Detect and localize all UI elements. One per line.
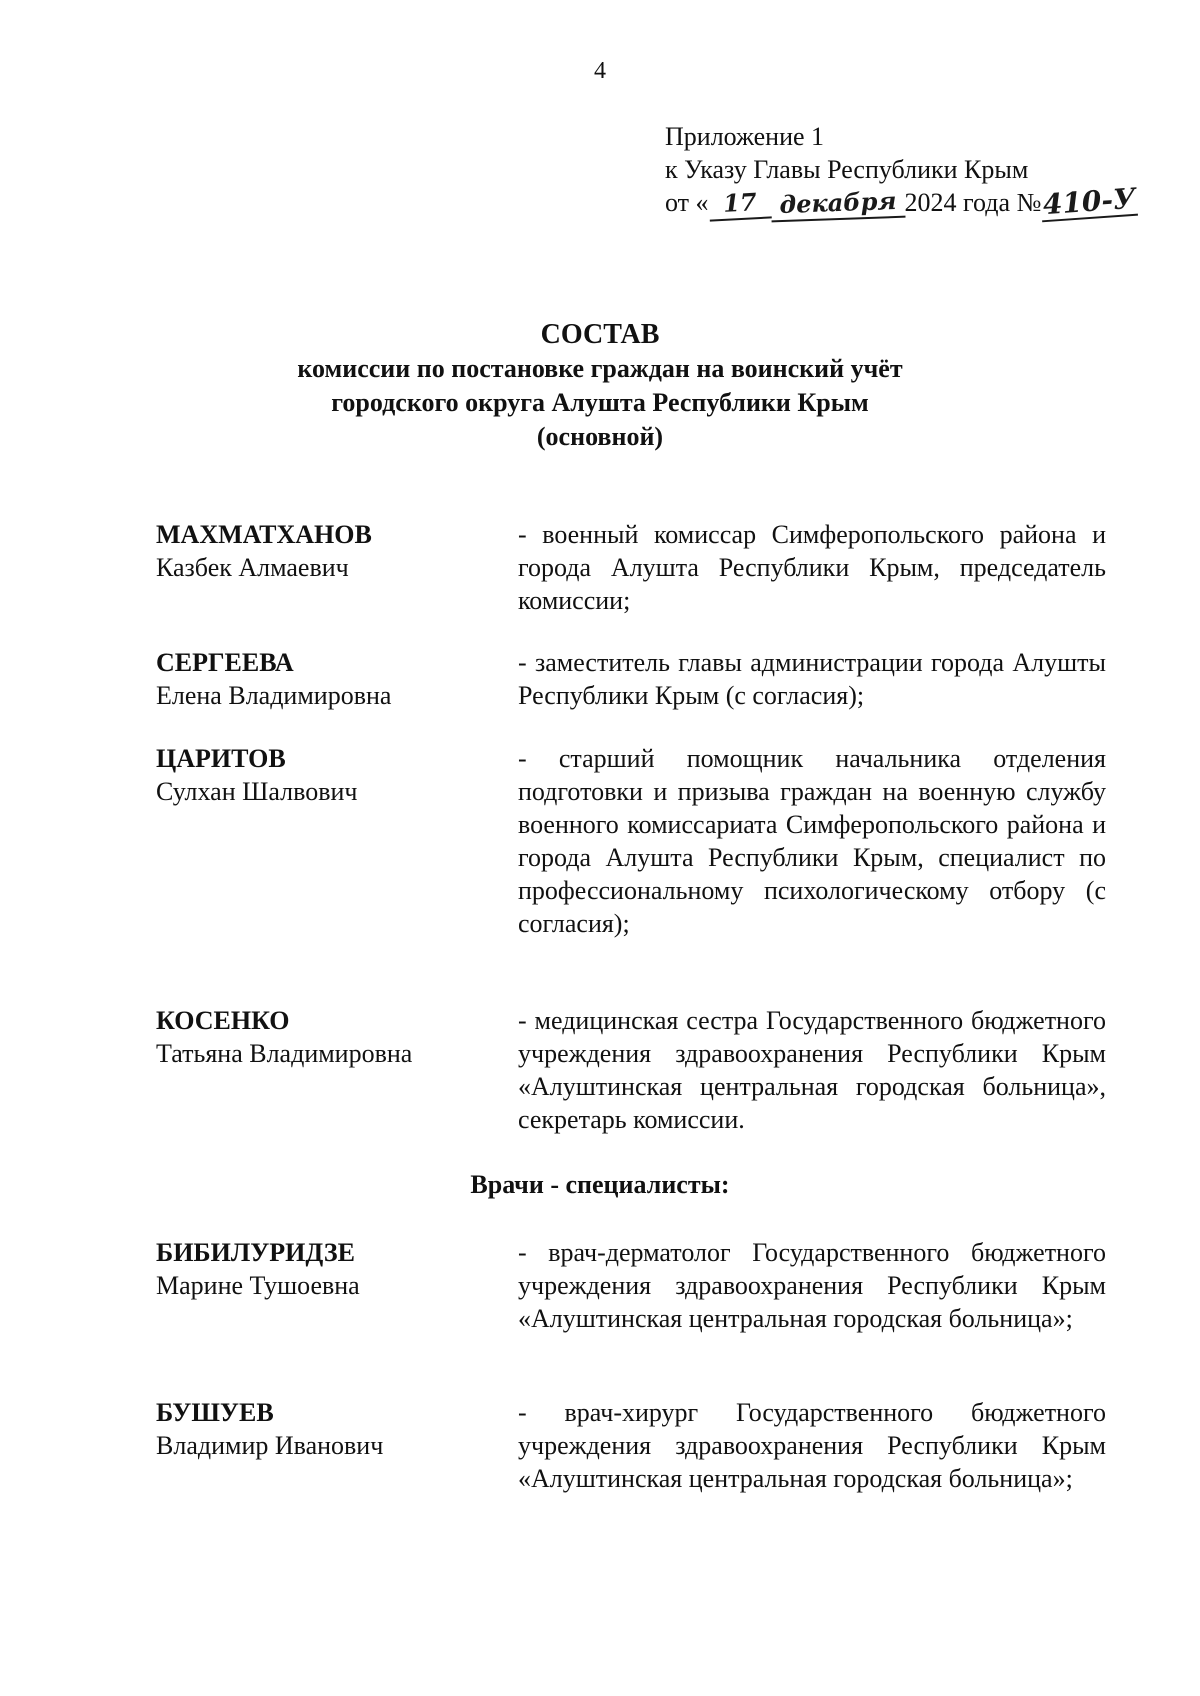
decree-date-line	[665, 181, 1138, 222]
member-description: - заместитель главы администрации города Алушты Республики Крым (с согласия);	[518, 648, 1106, 710]
specialist-description: - врач-хирург Государственного бюджетного учреждения здравоохранения Республики Крым «Алуштинская центральная городская больница»;	[518, 1398, 1106, 1493]
member-given-names: Сулхан Шалвович	[156, 777, 358, 806]
member-surname: КОСЕНКО	[156, 1006, 290, 1035]
title-line-2: городского округа Алушта Республики Крым	[331, 388, 869, 417]
member-description: - медицинская сестра Государственного бюджетного учреждения здравоохранения Республики Крым «Алуштинская центральная городская больница», секретарь комиссии.	[518, 1006, 1106, 1134]
member-name	[156, 518, 496, 584]
member-surname: МАХМАТХАНОВ	[156, 520, 372, 549]
specialist-given-names: Марине Тушоевна	[156, 1271, 360, 1300]
member-given-names: Елена Владимировна	[156, 681, 392, 710]
specialist-name	[156, 1236, 496, 1302]
appendix-block	[665, 120, 1137, 220]
document-title	[0, 318, 1200, 454]
specialist-description: - врач-дерматолог Государственного бюджетного учреждения здравоохранения Республики Крым «Алуштинская центральная городская больница»;	[518, 1238, 1106, 1333]
date-suffix: года №	[963, 188, 1042, 217]
member-surname: СЕРГЕЕВА	[156, 648, 294, 677]
member-name	[156, 742, 496, 808]
member-surname: ЦАРИТОВ	[156, 744, 286, 773]
title-main: СОСТАВ	[540, 319, 660, 350]
date-year: 2024	[904, 188, 957, 217]
page-number: 4	[594, 58, 606, 84]
appendix-reference: к Указу Главы Республики Крым	[665, 155, 1029, 184]
handwritten-day: 17	[708, 186, 772, 221]
specialist-surname: БУШУЕВ	[156, 1398, 274, 1427]
title-line-1: комиссии по постановке граждан на воинский учёт	[297, 354, 903, 383]
member-description: - военный комиссар Симферопольского района и города Алушта Республики Крым, председатель комиссии;	[518, 520, 1106, 615]
member-name	[156, 646, 496, 712]
member-description: - старший помощник начальника отделения подготовки и призыва граждан на военную службу военного комиссариата Симферопольского района и города Алушта Республики Крым, специалист по профессиональному психологическому отбору (с согласия);	[518, 744, 1106, 938]
handwritten-month: декабря	[770, 186, 905, 223]
appendix-title: Приложение 1	[665, 122, 825, 151]
title-line-3: (основной)	[536, 422, 664, 451]
handwritten-decree-number: 410-У	[1042, 181, 1138, 222]
specialist-name	[156, 1396, 496, 1462]
specialist-given-names: Владимир Иванович	[156, 1431, 384, 1460]
member-given-names: Татьяна Владимировна	[156, 1039, 413, 1068]
date-prefix: от «	[665, 188, 709, 217]
member-given-names: Казбек Алмаевич	[156, 553, 349, 582]
specialists-heading: Врачи - специалисты:	[470, 1170, 730, 1199]
member-name	[156, 1004, 496, 1070]
specialist-surname: БИБИЛУРИДЗЕ	[156, 1238, 355, 1267]
